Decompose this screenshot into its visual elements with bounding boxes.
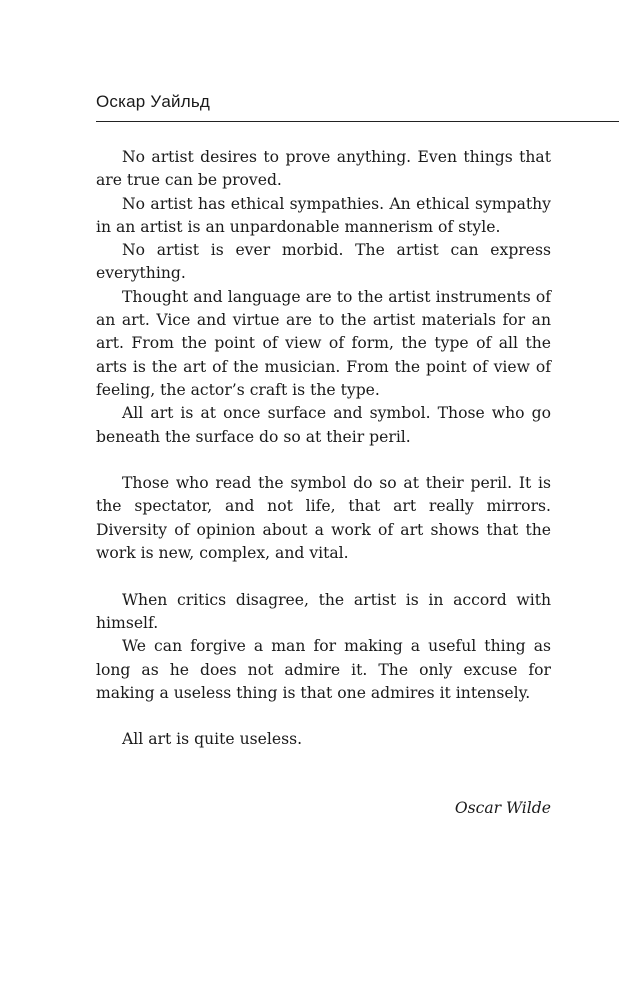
paragraph: All art is at once surface and symbol. Those who go beneath the surface do so at their peril. — [96, 404, 551, 446]
paragraph: We can forgive a man for making a useful thing as long as he does not admire it. The only excuse for making a useless thing is that one admires it intensely. — [96, 637, 551, 702]
header-rule — [96, 121, 619, 122]
paragraph: Thought and language are to the artist instruments of an art. Vice and virtue are to the artist materials for an art. From the point of view of form, the type of all the arts is the art of the musician. From the point of view of feeling, the actor’s craft is the type. — [96, 287, 551, 399]
paragraph: No artist desires to prove anything. Even things that are true can be proved. — [96, 148, 551, 190]
running-header: Оскар Уайльд — [96, 92, 211, 111]
paragraph: No artist has ethical sympathies. An ethical sympathy in an artist is an unpardonable mannerism of style. — [96, 194, 551, 236]
paragraph: No artist is ever morbid. The artist can express everything. — [96, 241, 551, 283]
paragraph: All art is quite useless. — [122, 730, 303, 749]
paragraph: When critics disagree, the artist is in accord with himself. — [96, 590, 551, 632]
author-signature: Oscar Wilde — [454, 799, 551, 817]
paragraph: Those who read the symbol do so at their peril. It is the spectator, and not life, that art really mirrors. Diversity of opinion about a work of art shows that the work is new, complex, and vital. — [96, 474, 551, 563]
body-text — [96, 146, 551, 752]
